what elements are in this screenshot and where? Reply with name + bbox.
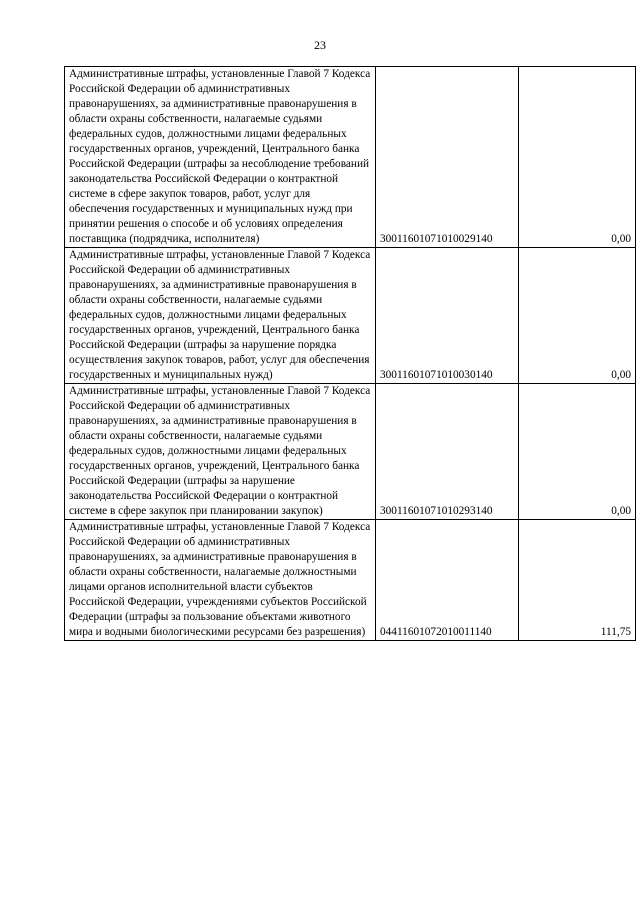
revenue-name-cell — [65, 384, 376, 520]
amount-cell — [519, 520, 636, 641]
table-row — [65, 67, 636, 248]
amount-text: 111,75 — [600, 626, 631, 638]
revenue-name-text: Административные штрафы, установленные Главой 7 Кодекса Российской Федерации об административных правонарушениях, за административные правонарушения в области охраны собственности, налагаемые судьями федеральных судов, должностными лицами федеральных государственных органов, учреждений, Центрального банка Российской Федерации (штрафы за несоблюдение требований законодательства Российской Федерации о контрактной системе в сфере закупок товаров, работ, услуг для обеспечения государственных и муниципальных нужд при принятии решения о способе и об условиях определения поставщика (подрядчика, исполнителя) — [69, 68, 371, 245]
amount-text: 0,00 — [611, 233, 631, 245]
revenue-name-text: Административные штрафы, установленные Главой 7 Кодекса Российской Федерации об административных правонарушениях, за административные правонарушения в области охраны собственности, налагаемые судьями федеральных судов, должностными лицами федеральных государственных органов, учреждений, Центрального банка Российской Федерации (штрафы за нарушение законодательства Российской Федерации о контрактной системе в сфере закупок при планировании закупок) — [69, 385, 371, 517]
budget-code-cell — [376, 248, 519, 384]
budget-code-cell — [376, 520, 519, 641]
amount-cell — [519, 67, 636, 248]
revenue-name-cell — [65, 67, 376, 248]
table-row — [65, 384, 636, 520]
budget-code-text: 30011601071010030140 — [380, 369, 493, 381]
page-number: 23 — [314, 38, 326, 52]
revenue-name-cell — [65, 520, 376, 641]
budget-code-text: 30011601071010029140 — [380, 233, 493, 245]
amount-cell — [519, 248, 636, 384]
table-row — [65, 520, 636, 641]
amount-text: 0,00 — [611, 369, 631, 381]
budget-code-cell — [376, 67, 519, 248]
revenue-name-text: Административные штрафы, установленные Главой 7 Кодекса Российской Федерации об административных правонарушениях, за административные правонарушения в области охраны собственности, налагаемые должностными лицами органов исполнительной власти субъектов Российской Федерации, учреждениями субъектов Российской Федерации (штрафы за пользование объектами животного мира и водными биологическими ресурсами без разрешения) — [69, 521, 371, 638]
budget-code-text: 30011601071010293140 — [380, 505, 493, 517]
revenue-name-cell — [65, 248, 376, 384]
budget-revenue-table — [64, 66, 636, 641]
revenue-name-text: Административные штрафы, установленные Главой 7 Кодекса Российской Федерации об административных правонарушениях, за административные правонарушения в области охраны собственности, налагаемые судьями федеральных судов, должностными лицами федеральных государственных органов, учреждений, Центрального банка Российской Федерации (штрафы за нарушение порядка осуществления закупок товаров, работ, услуг для обеспечения государственных и муниципальных нужд) — [69, 249, 371, 381]
budget-code-text: 04411601072010011140 — [380, 626, 492, 638]
budget-code-cell — [376, 384, 519, 520]
amount-cell — [519, 384, 636, 520]
table-row — [65, 248, 636, 384]
amount-text: 0,00 — [611, 505, 631, 517]
